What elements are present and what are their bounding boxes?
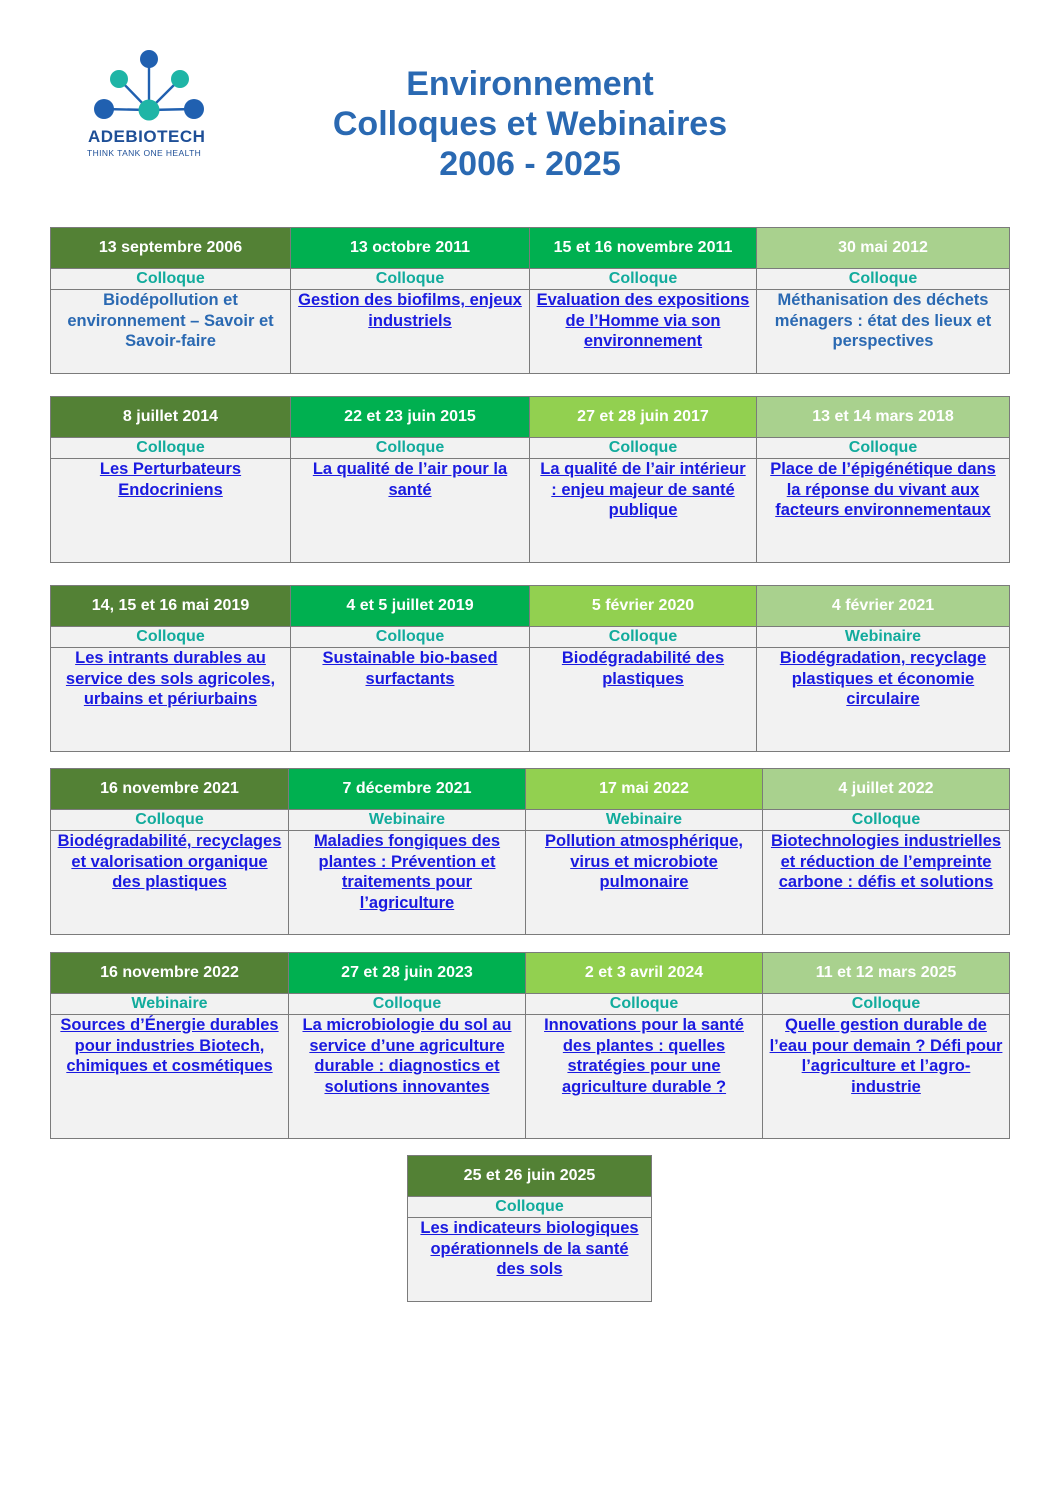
event-type: Colloque [291,438,530,459]
event-link[interactable]: Les indicateurs biologiques opérationnels de la santé des sols [420,1219,639,1278]
events-table-3 [50,585,1010,752]
event-title-cell [530,648,757,752]
event-type: Webinaire [757,627,1010,648]
event-title-cell [763,1015,1010,1139]
event-date: 13 et 14 mars 2018 [757,397,1010,438]
event-title-cell [757,648,1010,752]
event-type: Colloque [291,269,530,290]
event-link[interactable]: Sustainable bio-based surfactants [322,649,498,688]
title-line-1: Environnement [406,65,654,103]
event-title-cell [51,831,289,935]
page-title [240,64,820,184]
event-date: 27 et 28 juin 2023 [289,953,526,994]
event-link[interactable]: Biodégradabilité, recyclages et valorisation organique des plastiques [57,832,282,891]
events-table-1 [50,227,1010,374]
event-title-cell [763,831,1010,935]
events-table-6 [407,1155,652,1302]
logo-wordmark: ADEBIOTECH [88,127,206,146]
event-date: 2 et 3 avril 2024 [526,953,763,994]
event-link[interactable]: Pollution atmosphérique, virus et microbiote pulmonaire [544,832,743,891]
event-date: 4 juillet 2022 [763,769,1010,810]
event-type: Colloque [757,269,1010,290]
event-title-cell [291,459,530,563]
event-date: 4 février 2021 [757,586,1010,627]
event-type: Colloque [763,994,1010,1015]
event-date: 16 novembre 2021 [51,769,289,810]
event-link[interactable]: Maladies fongiques des plantes : Prévention et traitements pour l’agriculture [313,832,501,912]
event-date: 14, 15 et 16 mai 2019 [51,586,291,627]
event-type: Colloque [757,438,1010,459]
event-title-cell [291,290,530,374]
event-title-cell [51,1015,289,1139]
event-link[interactable]: La qualité de l’air pour la santé [312,460,508,499]
title-line-3: 2006 - 2025 [439,145,621,183]
event-type: Colloque [289,994,526,1015]
event-title-cell [530,290,757,374]
event-link[interactable]: Les Perturbateurs Endocriniens [99,460,242,499]
event-type: Colloque [51,438,291,459]
event-title-cell [757,459,1010,563]
event-date: 16 novembre 2022 [51,953,289,994]
event-link[interactable]: Gestion des biofilms, enjeux industriels [298,291,522,330]
event-type: Colloque [408,1197,652,1218]
event-title-cell [289,831,526,935]
event-date: 22 et 23 juin 2015 [291,397,530,438]
event-title-cell [526,831,763,935]
event-date: 30 mai 2012 [757,228,1010,269]
event-type: Colloque [526,994,763,1015]
event-title-cell [51,648,291,752]
event-title-cell [526,1015,763,1139]
event-title-cell [408,1218,652,1302]
event-link[interactable]: Quelle gestion durable de l’eau pour demain ? Défi pour l’agriculture et l’agro-industrie [769,1016,1003,1096]
event-type: Colloque [51,810,289,831]
event-date: 27 et 28 juin 2017 [530,397,757,438]
adebiotech-logo [84,46,216,162]
event-type: Webinaire [526,810,763,831]
event-link[interactable]: Sources d’Énergie durables pour industries Biotech, chimiques et cosmétiques [60,1016,279,1075]
event-type: Colloque [530,438,757,459]
event-title: Biodépollution et environnement – Savoir et Savoir-faire [51,290,291,374]
event-link[interactable]: Les intrants durables au service des sols agricoles, urbains et périurbains [65,649,276,708]
event-title-cell [289,1015,526,1139]
event-date: 13 octobre 2011 [291,228,530,269]
event-date: 4 et 5 juillet 2019 [291,586,530,627]
event-date: 13 septembre 2006 [51,228,291,269]
event-title: Méthanisation des déchets ménagers : état des lieux et perspectives [757,290,1010,374]
event-link[interactable]: La qualité de l’air intérieur : enjeu majeur de santé publique [540,460,746,519]
event-link[interactable]: Biodégradation, recyclage plastiques et économie circulaire [779,649,987,708]
event-title-cell [51,459,291,563]
event-title-cell [530,459,757,563]
event-type: Colloque [291,627,530,648]
event-date: 15 et 16 novembre 2011 [530,228,757,269]
event-link[interactable]: Place de l’épigénétique dans la réponse du vivant aux facteurs environnementaux [770,460,996,519]
event-date: 8 juillet 2014 [51,397,291,438]
network-logo-icon [84,46,216,128]
logo-tagline: THINK TANK ONE HEALTH [87,148,202,158]
events-table-5 [50,952,1010,1139]
event-title-cell [291,648,530,752]
event-type: Colloque [51,627,291,648]
event-type: Webinaire [51,994,289,1015]
event-type: Colloque [51,269,291,290]
event-link[interactable]: Biodégradabilité des plastiques [561,649,725,688]
event-type: Colloque [530,269,757,290]
event-date: 7 décembre 2021 [289,769,526,810]
event-link[interactable]: La microbiologie du sol au service d’une agriculture durable : diagnostics et solutions innovantes [302,1016,512,1096]
event-date: 5 février 2020 [530,586,757,627]
events-table-4 [50,768,1010,935]
event-type: Colloque [763,810,1010,831]
event-link[interactable]: Evaluation des expositions de l’Homme via son environnement [536,291,750,350]
event-link[interactable]: Innovations pour la santé des plantes : quelles stratégies pour une agriculture durable ? [544,1016,744,1096]
title-line-2: Colloques et Webinaires [332,105,728,143]
events-table-2 [50,396,1010,563]
event-type: Webinaire [289,810,526,831]
event-date: 25 et 26 juin 2025 [408,1156,652,1197]
event-date: 11 et 12 mars 2025 [763,953,1010,994]
event-type: Colloque [530,627,757,648]
event-date: 17 mai 2022 [526,769,763,810]
event-link[interactable]: Biotechnologies industrielles et réduction de l’empreinte carbone : défis et solutions [770,832,1002,891]
